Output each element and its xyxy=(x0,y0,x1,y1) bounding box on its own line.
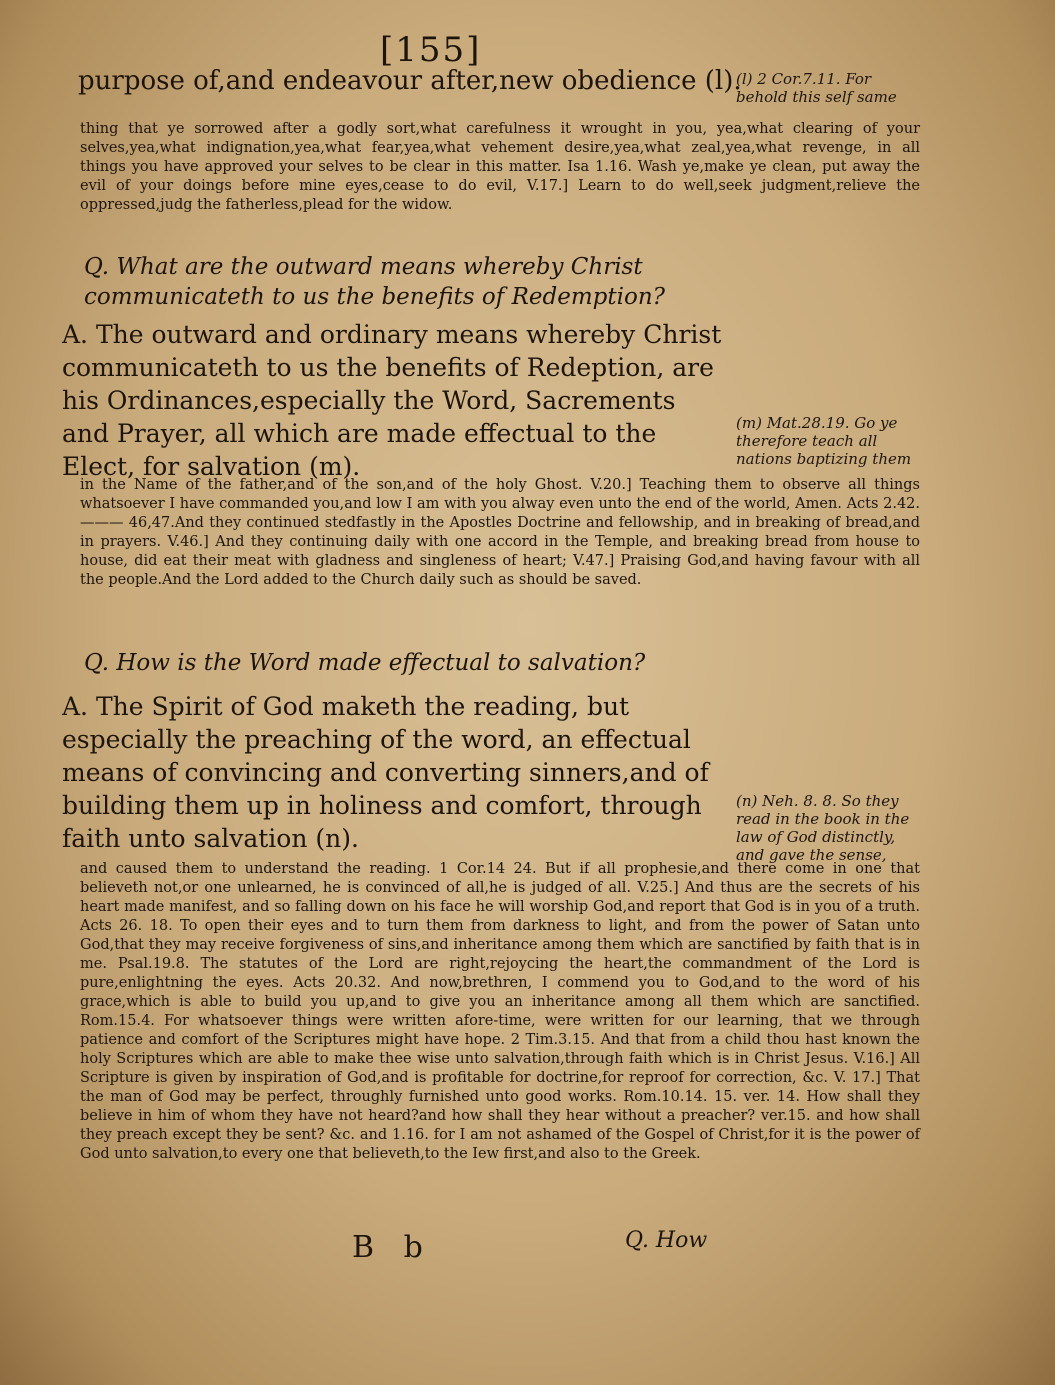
answer-2: A. The Spirit of God maketh the reading, but especially the preaching of the word, an effectual means of convincing and converting sinners,and of building them up in holiness and comfort, through faith unto salvation (n). xyxy=(62,692,709,853)
bleed-through-text xyxy=(760,280,940,296)
margin-note-m: (m) Mat.28.19. Go ye therefore teach all nations baptizing them xyxy=(736,414,912,468)
proof-text-m: in the Name of the father,and of the son,and of the holy Ghost. V.20.] Teaching them to observe all things whatsoever I have commanded you,and low I am with you alway even unto the end of the world, Amen. Acts 2.42. ——— 46,47.And they continued stedfastly in the Apostles Doctrine and fellowship, and in breaking of bread,and in prayers. V.46.] And they continuing daily with one accord in the Temple, and breaking bread from house to house, did eat their meat with gladness and singleness of heart; V.47.] Praising God,and having favour with all the people.And the Lord added to the Church daily such as should be saved. xyxy=(80,477,920,588)
margin-note-n: (n) Neh. 8. 8. So they read in the book in the law of God distinctly, and gave the sense, xyxy=(736,792,910,864)
lead-line: purpose of,and endeavour after,new obedience (l). xyxy=(78,66,742,96)
question-2: Q. How is the Word made effectual to salvation? xyxy=(84,650,646,676)
answer-1: A. The outward and ordinary means whereby Christ communicateth to us the benefits of Redeption, are his Ordinances,especially the Word, Sacrements and Prayer, all which are made effectual to the Elect, for salvation (m). xyxy=(62,320,722,481)
catchword: Q. How xyxy=(625,1228,708,1253)
page-number: [155] xyxy=(380,30,482,70)
proof-text-l: thing that ye sorrowed after a godly sort,what carefulness it wrought in you, yea,what clearing of your selves,yea,what indignation,yea,what fear,yea,what vehement desire,yea,what zeal,yea,what revenge, in all things you have approved your selves to be clear in this matter. Isa 1.16. Wash ye,make ye clean, put away the evil of your doings before mine eyes,cease to do evil, V.17.] Learn to do well,seek judgment,relieve the oppressed,judg the fatherless,plead for the widow. xyxy=(80,121,920,213)
signature-mark: B b xyxy=(352,1230,433,1265)
margin-note-l: (l) 2 Cor.7.11. For behold this self same xyxy=(736,70,897,106)
question-1: Q. What are the outward means whereby Christ communicateth to us the benefits of Redemption? xyxy=(84,254,665,310)
proof-text-n: and caused them to understand the reading. 1 Cor.14 24. But if all prophesie,and there come in one that believeth not,or one unlearned, he is convinced of all,he is judged of all. V.25.] And thus are the secrets of his heart made manifest, and so falling down on his face he will worship God,and report that God is in you of a truth. Acts 26. 18. To open their eyes and to turn them from darkness to light, and from the power of Satan unto God,that they may receive forgiveness of sins,and inheritance among them which are sanctified by faith that is in me. Psal.19.8. The statutes of the Lord are right,rejoycing the heart,the commandment of the Lord is pure,enlightning the eyes. Acts 20.32. And now,brethren, I commend you to God,and to the word of his grace,which is able to build you up,and to give you an inheritance among all them which are sanctified. Rom.15.4. For whatsoever things were written afore-time, were written for our learning, that we through patience and comfort of the Scriptures might have hope. 2 Tim.3.15. And that from a child thou hast known the holy Scriptures which are able to make thee wise unto salvation,through faith which is in Christ Jesus. V.16.] All Scripture is given by inspiration of God,and is profitable for doctrine,for reproof for correction, &c. V. 17.] That the man of God may be perfect, throughly furnished unto good works. Rom.10.14. 15. ver. 14. How shall they believe in him of whom they have not heard?and how shall they hear without a preacher? ver.15. and how shall they preach except they be sent? &c. and 1.16. for I am not ashamed of the Gospel of Christ,for it is the power of God unto salvation,to every one that believeth,to the Iew first,and also to the Greek. xyxy=(80,861,920,1162)
